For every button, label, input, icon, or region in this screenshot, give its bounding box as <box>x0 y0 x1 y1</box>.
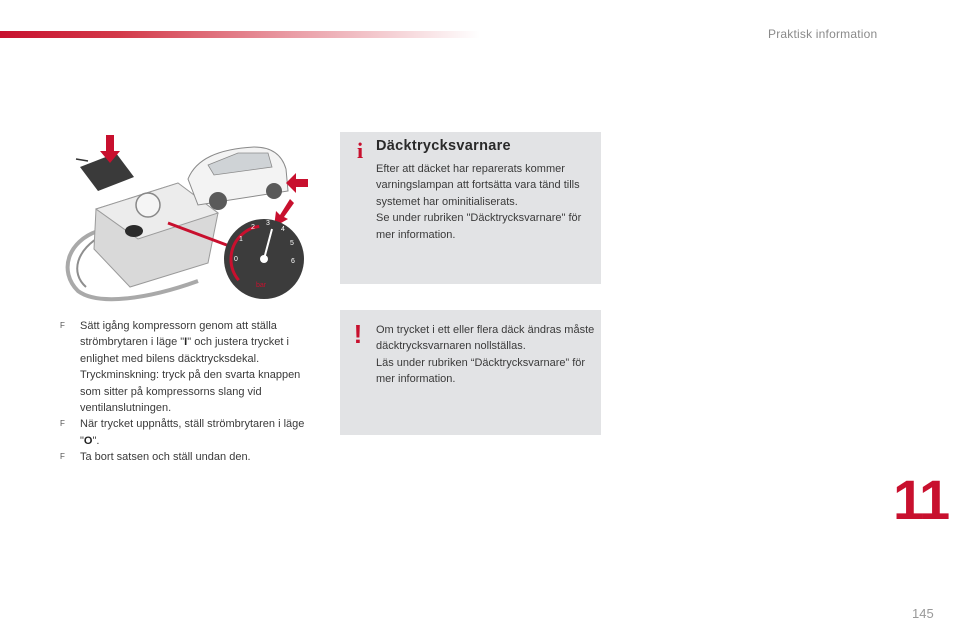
tyre-compressor-illustration <box>58 131 310 303</box>
step-text: När trycket uppnåtts, ställ strömbrytaren i läge " <box>80 418 305 447</box>
step-text: " och justera trycket i enlighet med bilens däcktrycksdekal. Tryckminskning: tryck på den svarta knappen som sitter på kompressorns slang vid ventilanslutningen. <box>80 336 301 415</box>
step-text: Ta bort satsen och ställ undan den. <box>80 451 251 464</box>
info-box-line: Se under rubriken "Däcktrycksvarnare" för mer information. <box>376 212 582 241</box>
arrow-left-icon <box>286 173 308 193</box>
info-box-heading: Däcktrycksvarnare <box>376 138 511 154</box>
compressor-gauge <box>136 193 160 217</box>
gauge-tick-label: 4 <box>281 226 285 233</box>
bullet-icon: F <box>60 452 65 462</box>
page-number: 145 <box>912 606 934 621</box>
warning-box-text <box>376 322 598 388</box>
info-box-line: Efter att däcket har reparerats kommer varningslampan att fortsätta vara tänd tills systemet har ominitialiserats. <box>376 163 580 208</box>
warning-box-line: Om trycket i ett eller flera däck ändras måste däcktrycksvarnaren nollställas. <box>376 324 595 353</box>
info-box-text <box>376 161 598 243</box>
header-accent-bar <box>0 31 480 38</box>
step-emphasis: I <box>184 336 188 349</box>
gauge-tick-label: 6 <box>291 258 295 265</box>
gauge-tick-label: 0 <box>234 256 238 263</box>
gauge-tick-label: 3 <box>266 220 270 227</box>
gauge-tick-label: 5 <box>290 240 294 247</box>
warning-icon: ! <box>353 319 363 349</box>
info-icon: i <box>356 138 364 163</box>
chapter-number: 11 <box>893 468 949 531</box>
step-text: Sätt igång kompressorn genom att ställa strömbrytaren i läge " <box>80 320 277 349</box>
step-emphasis: O <box>83 434 93 447</box>
car-rear-wheel <box>266 183 282 199</box>
instruction-steps <box>60 318 322 466</box>
car-front-wheel <box>209 192 227 210</box>
gauge-unit-label: bar <box>256 282 267 289</box>
bullet-icon: F <box>60 419 65 429</box>
list-item <box>60 318 322 416</box>
step-text: ". <box>92 434 100 447</box>
switch-i-mark <box>76 159 88 161</box>
gauge-hub <box>260 255 268 263</box>
compressor-switch <box>125 225 143 237</box>
warning-box-line: Läs under rubriken “Däcktrycksvarnare” för mer information. <box>376 356 586 386</box>
section-title: Praktisk information <box>768 27 878 41</box>
bullet-icon: F <box>60 321 65 330</box>
gauge-tick-label: 1 <box>239 236 243 243</box>
warning-box <box>340 310 601 435</box>
list-item <box>60 416 322 449</box>
list-item <box>60 449 322 465</box>
info-box <box>340 132 601 284</box>
gauge-tick-label: 2 <box>251 224 255 231</box>
